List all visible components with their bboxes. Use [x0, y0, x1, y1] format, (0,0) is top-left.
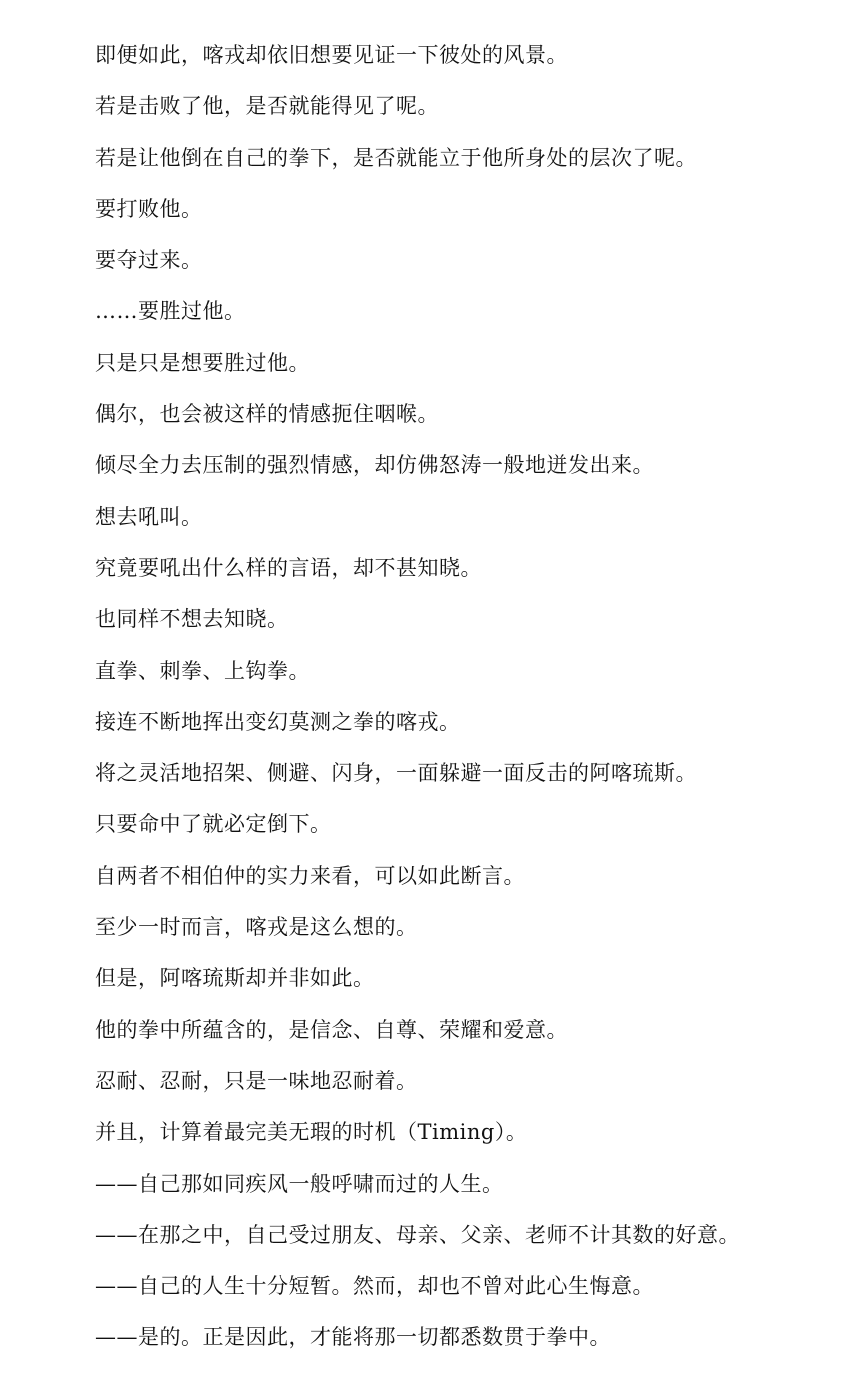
text-line: ——是的。正是因此，才能将那一切都悉数贯于拳中。: [95, 1325, 611, 1350]
document-body: [95, 40, 815, 1374]
text-line: 只要命中了就必定倒下。: [95, 812, 332, 837]
text-line: 若是让他倒在自己的拳下，是否就能立于他所身处的层次了呢。: [95, 145, 697, 170]
text-line: 将之灵活地招架、侧避、闪身，一面躲避一面反击的阿喀琉斯。: [95, 761, 697, 786]
text-line: 想去吼叫。: [95, 504, 203, 529]
text-line: 忍耐、忍耐，只是一味地忍耐着。: [95, 1068, 418, 1093]
text-line: 若是击败了他，是否就能得见了呢。: [95, 94, 439, 119]
text-line: 究竟要吼出什么样的言语，却不甚知晓。: [95, 555, 482, 580]
text-line: 但是，阿喀琉斯却并非如此。: [95, 966, 375, 991]
text-line: ——自己那如同疾风一般呼啸而过的人生。: [95, 1171, 504, 1196]
text-line: 要打败他。: [95, 196, 203, 221]
text-line: 直拳、刺拳、上钩拳。: [95, 658, 310, 683]
text-line: ……要胜过他。: [95, 299, 246, 324]
text-line: 偶尔，也会被这样的情感扼住咽喉。: [95, 402, 439, 427]
text-line: ——自己的人生十分短暂。然而，却也不曾对此心生悔意。: [95, 1274, 654, 1299]
text-line: 即便如此，喀戎却依旧想要见证一下彼处的风景。: [95, 43, 568, 67]
text-line: 要夺过来。: [95, 248, 203, 273]
text-line: 自两者不相伯仲的实力来看，可以如此断言。: [95, 863, 525, 888]
text-line: 并且，计算着最完美无瑕的时机（Timing）。: [95, 1120, 528, 1145]
text-line: 只是只是想要胜过他。: [95, 350, 310, 375]
text-line: 倾尽全力去压制的强烈情感，却仿佛怒涛一般地迸发出来。: [95, 453, 654, 478]
text-line: 他的拳中所蕴含的，是信念、自尊、荣耀和爱意。: [95, 1017, 568, 1042]
text-line: 至少一时而言，喀戎是这么想的。: [95, 915, 418, 940]
text-line: 也同样不想去知晓。: [95, 607, 289, 632]
text-line: 接连不断地挥出变幻莫测之拳的喀戎。: [95, 709, 461, 734]
text-line: ——在那之中，自己受过朋友、母亲、父亲、老师不计其数的好意。: [95, 1222, 740, 1247]
